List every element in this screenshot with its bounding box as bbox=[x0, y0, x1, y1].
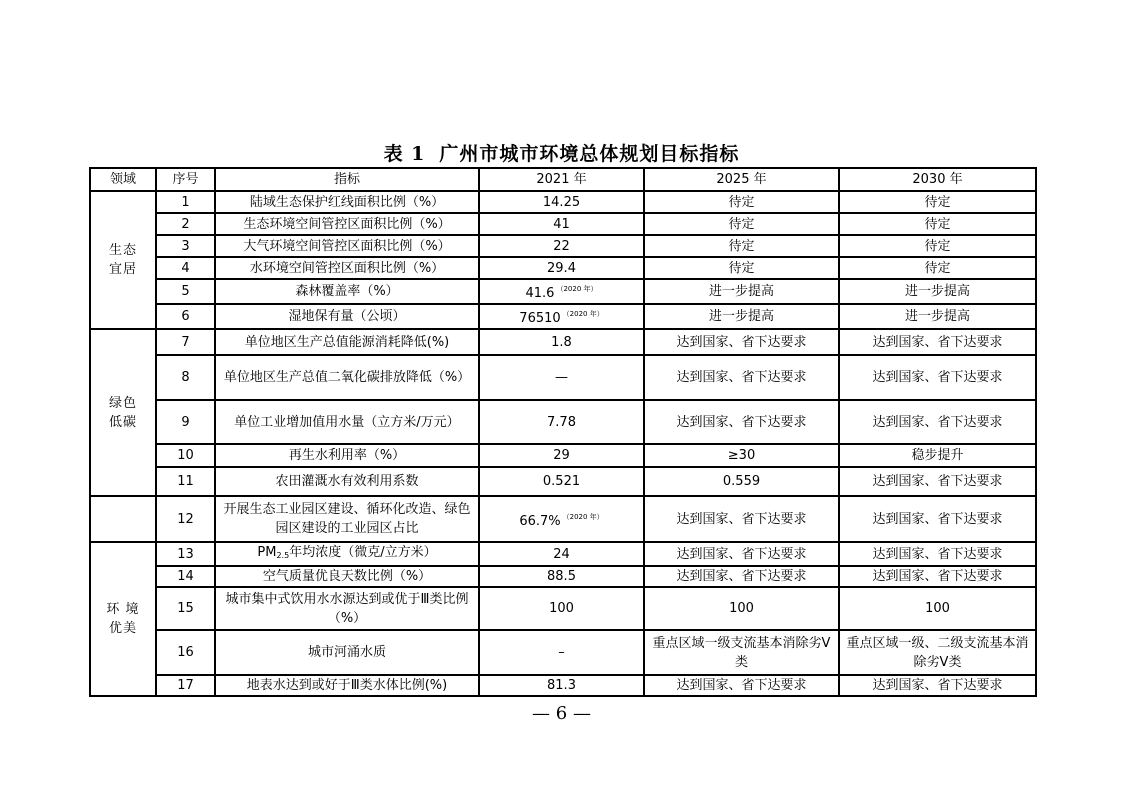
cell-2030: 稳步提升 bbox=[839, 444, 1036, 467]
cell-2030: 100 bbox=[839, 587, 1036, 630]
value: 76510 bbox=[519, 311, 561, 326]
cell-2025: 进一步提高 bbox=[644, 304, 839, 329]
cell-2025: 达到国家、省下达要求 bbox=[644, 542, 839, 566]
header-seq: 序号 bbox=[156, 168, 215, 191]
cell-seq: 12 bbox=[156, 496, 215, 542]
year-note: （2020 年） bbox=[556, 285, 598, 293]
cell-2025: 100 bbox=[644, 587, 839, 630]
cell-seq: 8 bbox=[156, 355, 215, 400]
domain-label-line1: 生态 bbox=[108, 243, 137, 258]
table-title-text: 广州市城市环境总体规划目标指标 bbox=[439, 143, 740, 165]
cell-2021: 29 bbox=[479, 444, 644, 467]
cell-2030: 达到国家、省下达要求 bbox=[839, 400, 1036, 444]
header-domain: 领域 bbox=[90, 168, 156, 191]
table-row bbox=[90, 191, 1036, 213]
cell-2025: 达到国家、省下达要求 bbox=[644, 496, 839, 542]
cell-2021 bbox=[479, 304, 644, 329]
domain-empty bbox=[90, 496, 156, 542]
cell-2021: 29.4 bbox=[479, 257, 644, 279]
table-row bbox=[90, 213, 1036, 235]
domain-label-line1: 环 境 bbox=[106, 602, 140, 617]
cell-2021: 24 bbox=[479, 542, 644, 566]
cell-2025: 进一步提高 bbox=[644, 279, 839, 304]
cell-2030: 进一步提高 bbox=[839, 279, 1036, 304]
pm-suffix: 年均浓度（微克/立方米） bbox=[289, 545, 437, 560]
cell-indicator: 城市集中式饮用水水源达到或优于Ⅲ类比例（%） bbox=[215, 587, 479, 630]
table-row bbox=[90, 630, 1036, 675]
table-row bbox=[90, 496, 1036, 542]
cell-2021: 88.5 bbox=[479, 566, 644, 587]
cell-seq: 11 bbox=[156, 467, 215, 496]
cell-indicator: 单位地区生产总值二氧化碳排放降低（%） bbox=[215, 355, 479, 400]
cell-2021: 14.25 bbox=[479, 191, 644, 213]
cell-2021: 7.78 bbox=[479, 400, 644, 444]
cell-indicator: 农田灌溉水有效利用系数 bbox=[215, 467, 479, 496]
cell-indicator: 单位工业增加值用水量（立方米/万元） bbox=[215, 400, 479, 444]
cell-indicator: 单位地区生产总值能源消耗降低(%) bbox=[215, 329, 479, 355]
cell-seq: 16 bbox=[156, 630, 215, 675]
cell-seq: 7 bbox=[156, 329, 215, 355]
cell-2030: 进一步提高 bbox=[839, 304, 1036, 329]
domain-label-line2: 优美 bbox=[108, 621, 137, 636]
value: 66.7% bbox=[519, 513, 561, 529]
cell-2021: – bbox=[479, 630, 644, 675]
cell-indicator: 地表水达到或好于Ⅲ类水体比例(%) bbox=[215, 675, 479, 696]
cell-2021: 0.521 bbox=[479, 467, 644, 496]
table-header-row bbox=[90, 168, 1036, 191]
table-row bbox=[90, 444, 1036, 467]
cell-indicator: 城市河涌水质 bbox=[215, 630, 479, 675]
cell-indicator: 水环境空间管控区面积比例（%） bbox=[215, 257, 479, 279]
domain-env-beautiful bbox=[90, 542, 156, 696]
cell-2025: 待定 bbox=[644, 191, 839, 213]
value: 41.6 bbox=[525, 286, 555, 301]
domain-label-line2: 宜居 bbox=[108, 262, 137, 277]
cell-2030: 待定 bbox=[839, 257, 1036, 279]
cell-2030: 重点区域一级、二级支流基本消除劣Ⅴ类 bbox=[839, 630, 1036, 675]
cell-2030: 达到国家、省下达要求 bbox=[839, 675, 1036, 696]
cell-2025: ≥30 bbox=[644, 444, 839, 467]
cell-seq: 9 bbox=[156, 400, 215, 444]
cell-seq: 2 bbox=[156, 213, 215, 235]
cell-2030: 达到国家、省下达要求 bbox=[839, 329, 1036, 355]
cell-seq: 5 bbox=[156, 279, 215, 304]
cell-seq: 14 bbox=[156, 566, 215, 587]
cell-seq: 15 bbox=[156, 587, 215, 630]
table-row bbox=[90, 355, 1036, 400]
domain-eco-livable bbox=[90, 191, 156, 329]
table-row bbox=[90, 566, 1036, 587]
cell-indicator: 湿地保有量（公顷） bbox=[215, 304, 479, 329]
cell-seq: 6 bbox=[156, 304, 215, 329]
table-row bbox=[90, 279, 1036, 304]
cell-2030: 达到国家、省下达要求 bbox=[839, 542, 1036, 566]
cell-indicator: 陆域生态保护红线面积比例（%） bbox=[215, 191, 479, 213]
cell-2030: 达到国家、省下达要求 bbox=[839, 566, 1036, 587]
cell-2021: 41 bbox=[479, 213, 644, 235]
cell-2021 bbox=[479, 496, 644, 542]
table-row bbox=[90, 675, 1036, 696]
cell-indicator: 生态环境空间管控区面积比例（%） bbox=[215, 213, 479, 235]
table-row bbox=[90, 304, 1036, 329]
page-number: — 6 — bbox=[532, 703, 591, 724]
cell-2025: 达到国家、省下达要求 bbox=[644, 400, 839, 444]
cell-2021: — bbox=[479, 355, 644, 400]
pm-subscript: 2.5 bbox=[276, 551, 290, 560]
cell-2025: 0.559 bbox=[644, 467, 839, 496]
cell-2030: 待定 bbox=[839, 191, 1036, 213]
table-row bbox=[90, 400, 1036, 444]
cell-indicator: 空气质量优良天数比例（%） bbox=[215, 566, 479, 587]
cell-indicator: 开展生态工业园区建设、循环化改造、绿色园区建设的工业园区占比 bbox=[215, 496, 479, 542]
table-row bbox=[90, 235, 1036, 257]
cell-seq: 4 bbox=[156, 257, 215, 279]
cell-2030: 达到国家、省下达要求 bbox=[839, 355, 1036, 400]
cell-2021: 22 bbox=[479, 235, 644, 257]
cell-2030: 待定 bbox=[839, 213, 1036, 235]
table-row bbox=[90, 587, 1036, 630]
cell-2021: 100 bbox=[479, 587, 644, 630]
table-title bbox=[0, 139, 1123, 166]
header-indicator: 指标 bbox=[215, 168, 479, 191]
domain-green-lowcarbon bbox=[90, 329, 156, 496]
cell-2030: 达到国家、省下达要求 bbox=[839, 496, 1036, 542]
cell-2025: 达到国家、省下达要求 bbox=[644, 329, 839, 355]
domain-label-line2: 低碳 bbox=[108, 414, 137, 430]
cell-seq: 10 bbox=[156, 444, 215, 467]
cell-indicator: 大气环境空间管控区面积比例（%） bbox=[215, 235, 479, 257]
cell-indicator: 森林覆盖率（%） bbox=[215, 279, 479, 304]
pm-prefix: PM bbox=[257, 545, 277, 560]
domain-label-line1: 绿色 bbox=[108, 395, 137, 411]
cell-seq: 17 bbox=[156, 675, 215, 696]
cell-seq: 1 bbox=[156, 191, 215, 213]
cell-indicator: 再生水利用率（%） bbox=[215, 444, 479, 467]
cell-2030: 待定 bbox=[839, 235, 1036, 257]
cell-2030: 达到国家、省下达要求 bbox=[839, 467, 1036, 496]
cell-2025: 达到国家、省下达要求 bbox=[644, 675, 839, 696]
year-note: （2020 年） bbox=[562, 310, 604, 318]
table-row bbox=[90, 542, 1036, 566]
cell-seq: 3 bbox=[156, 235, 215, 257]
cell-2025: 重点区域一级支流基本消除劣Ⅴ类 bbox=[644, 630, 839, 675]
header-2025: 2025 年 bbox=[644, 168, 839, 191]
cell-2025: 待定 bbox=[644, 235, 839, 257]
header-2030: 2030 年 bbox=[839, 168, 1036, 191]
year-note: （2020 年） bbox=[562, 512, 604, 521]
table-number: 表 1 bbox=[383, 143, 426, 165]
indicator-table bbox=[89, 167, 1037, 697]
cell-2021: 81.3 bbox=[479, 675, 644, 696]
table-row bbox=[90, 257, 1036, 279]
cell-2025: 达到国家、省下达要求 bbox=[644, 355, 839, 400]
cell-2025: 达到国家、省下达要求 bbox=[644, 566, 839, 587]
table-row bbox=[90, 467, 1036, 496]
cell-2025: 待定 bbox=[644, 213, 839, 235]
cell-indicator bbox=[215, 542, 479, 566]
header-2021: 2021 年 bbox=[479, 168, 644, 191]
cell-2021 bbox=[479, 279, 644, 304]
table-row bbox=[90, 329, 1036, 355]
cell-2025: 待定 bbox=[644, 257, 839, 279]
cell-2021: 1.8 bbox=[479, 329, 644, 355]
cell-seq: 13 bbox=[156, 542, 215, 566]
